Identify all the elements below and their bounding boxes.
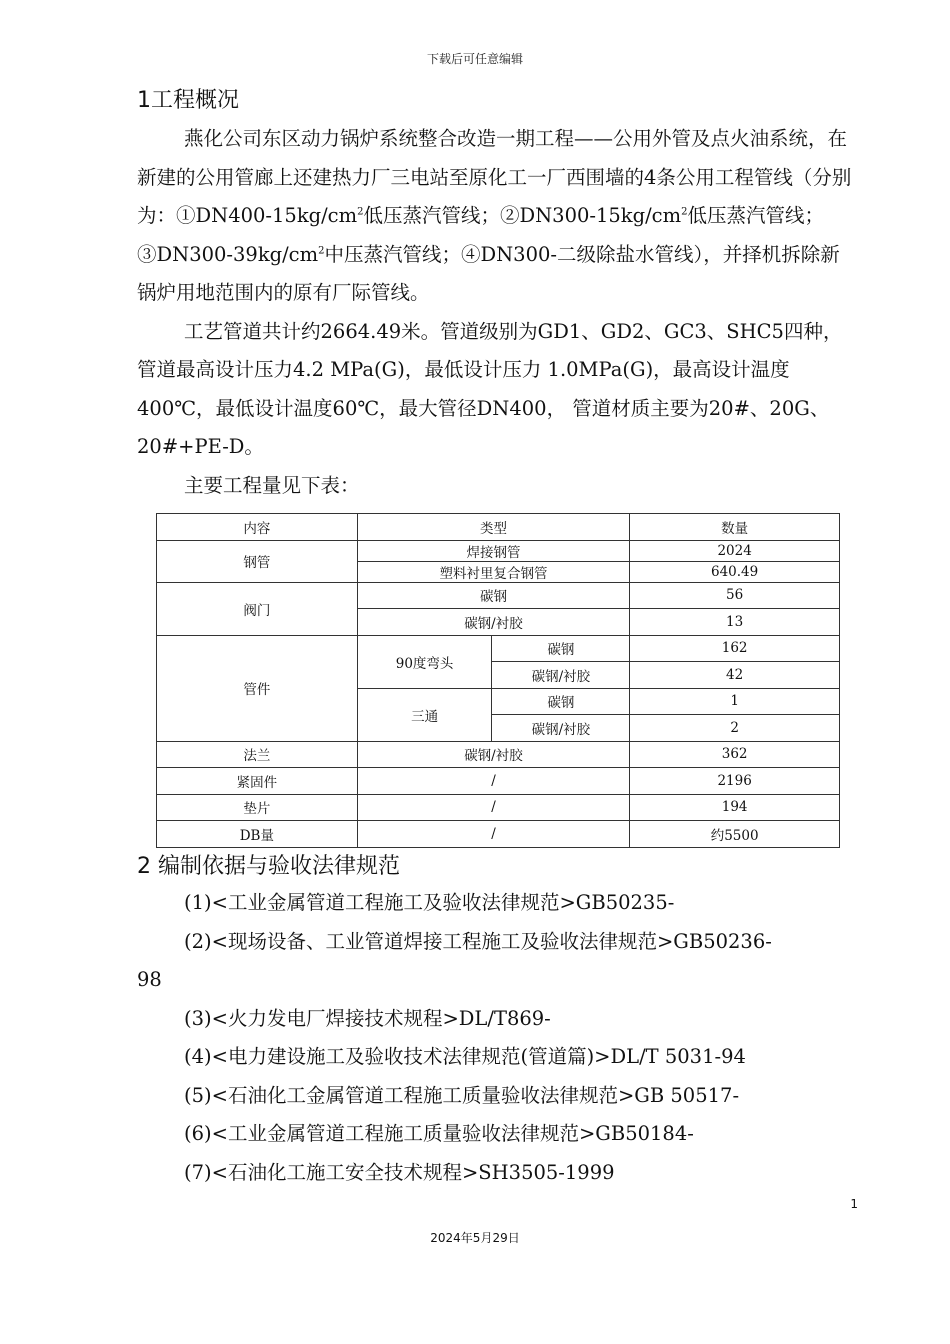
reference-item: (3)<火力发电厂焊接技术规程>DL/T869- [184, 1006, 551, 1030]
section2-title: 2 编制依据与验收法律规范 [137, 854, 400, 879]
section2 [137, 850, 859, 1192]
subgroup-label: 90度弯头 [357, 635, 492, 688]
qty-cell: 162 [630, 635, 840, 662]
qty-cell: 2 [630, 715, 840, 742]
table-header-row [157, 514, 840, 541]
row-label: 钢管 [157, 540, 358, 582]
table-row [157, 582, 840, 609]
qty-cell: 194 [630, 794, 840, 821]
row-label: 紧固件 [157, 768, 358, 795]
reference-item: (1)<工业金属管道工程施工及验收法律规范>GB50235- [184, 891, 675, 914]
header-cell: 内容 [157, 514, 358, 541]
table-row [157, 635, 840, 662]
section1 [137, 84, 859, 505]
row-label: 垫片 [157, 794, 358, 821]
reference-item: (4)<电力建设施工及验收技术法律规范(管道篇)>DL/T 5031-94 [184, 1045, 746, 1068]
table-caption: 主要工程量见下表： [184, 473, 360, 497]
type-cell: / [357, 794, 630, 821]
row-label: 法兰 [157, 741, 358, 768]
qty-cell: 约5500 [630, 821, 840, 848]
section1-para2: 工艺管道共计约2664.49米。管道级别为GD1、GD2、GC3、SHC5四种，管道最高设计压力4.2 MPa(G)，最低设计压力 1.0MPa(G)，最高设计温度400℃，最低设计温度60℃，最大管径DN400， 管道材质主要为20#、20G、20#+PE-D。 [137, 319, 843, 458]
header-note: 下载后可任意编辑 [426, 52, 523, 66]
table-row [157, 741, 840, 768]
table-row [157, 540, 840, 561]
table-row [157, 768, 840, 795]
quantity-table [156, 513, 840, 848]
reference-item: (6)<工业金属管道工程施工质量验收法律规范>GB50184- [184, 1122, 694, 1145]
footer-date: 2024年5月29日 [430, 1231, 520, 1245]
reference-item-continuation: 98 [137, 968, 162, 991]
page-number: 1 [850, 1197, 858, 1211]
type-cell: 碳钢/衬胶 [492, 715, 630, 742]
section1-para1: 燕化公司东区动力锅炉系统整合改造一期工程——公用外管及点火油系统，在新建的公用管廊上还建热力厂三电站至原化工一厂西围墙的4条公用工程管线（分别为：$①DN400-15kg/cm^2$低压蒸汽管线；$②DN300-15kg/cm^2$低压蒸汽管线；$③DN300-39kg/cm^2$中压蒸汽管线；④DN300-二级除盐水管线），并择机拆除新锅炉用地范围内的原有厂际管线。 [137, 127, 852, 304]
type-cell: 碳钢/衬胶 [492, 662, 630, 689]
type-cell: / [357, 768, 630, 795]
qty-cell: 640.49 [630, 561, 840, 582]
type-cell: 碳钢 [357, 582, 630, 609]
header-cell: 类型 [357, 514, 630, 541]
table-row [157, 794, 840, 821]
reference-item: (7)<石油化工施工安全技术规程>SH3505-1999 [184, 1160, 615, 1184]
reference-item: (2)<现场设备、工业管道焊接工程施工及验收法律规范>GB50236- [184, 929, 772, 953]
row-label: 管件 [157, 635, 358, 741]
type-cell: 碳钢/衬胶 [357, 609, 630, 636]
type-cell: 碳钢 [492, 688, 630, 715]
qty-cell: 2196 [630, 768, 840, 795]
section1-title: 1工程概况 [137, 88, 239, 113]
qty-cell: 1 [630, 688, 840, 715]
reference-item: (5)<石油化工金属管道工程施工质量验收法律规范>GB 50517- [184, 1083, 740, 1107]
row-label: DB量 [157, 821, 358, 848]
qty-cell: 42 [630, 662, 840, 689]
qty-cell: 56 [630, 582, 840, 609]
type-cell: 碳钢/衬胶 [357, 741, 630, 768]
qty-cell: 13 [630, 609, 840, 636]
qty-cell: 2024 [630, 540, 840, 561]
header-cell: 数量 [630, 514, 840, 541]
type-cell: / [357, 821, 630, 848]
type-cell: 塑料衬里复合钢管 [357, 561, 630, 582]
subgroup-label: 三通 [357, 688, 492, 741]
qty-cell: 362 [630, 741, 840, 768]
type-cell: 焊接钢管 [357, 540, 630, 561]
table-row [157, 821, 840, 848]
type-cell: 碳钢 [492, 635, 630, 662]
row-label: 阀门 [157, 582, 358, 635]
